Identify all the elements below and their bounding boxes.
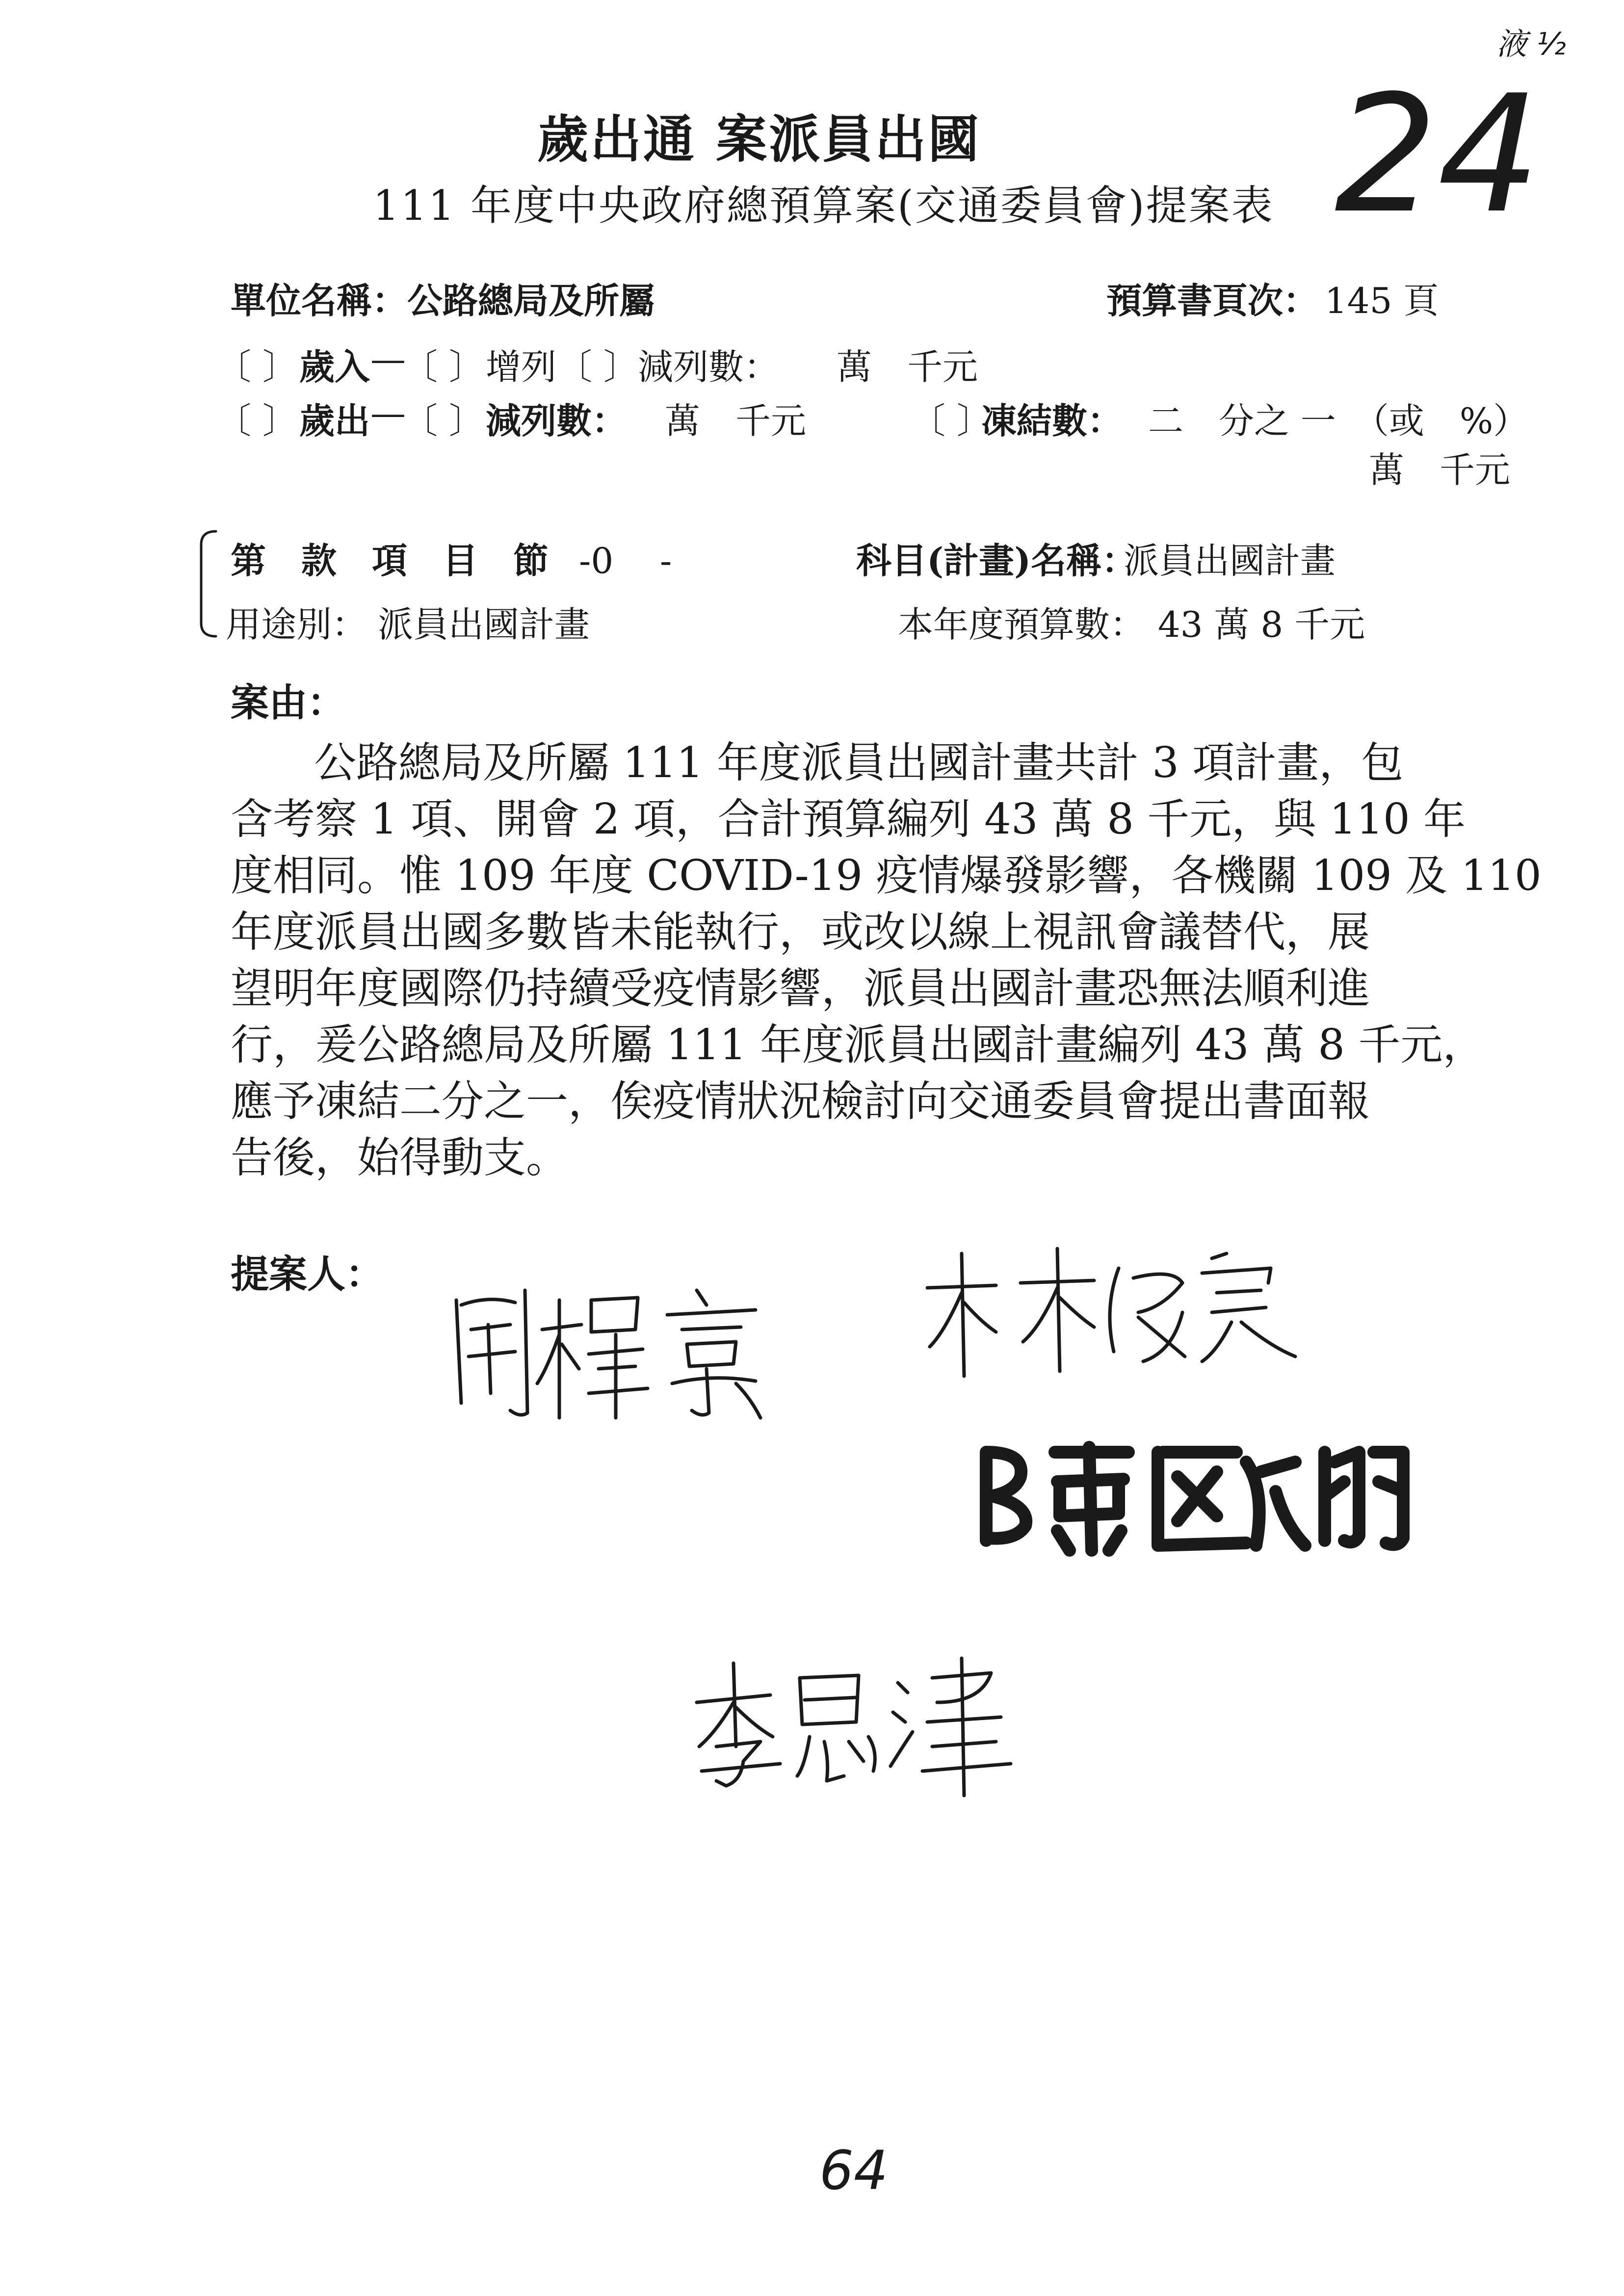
budget-page-value: 145 頁 [1325, 280, 1439, 321]
stamp-line: 歲出通 案派員出國 [537, 109, 981, 169]
section-value: -0 - [579, 540, 672, 581]
unit-row [0, 272, 1624, 336]
annual-budget-value: 43 萬 8 千元 [1158, 604, 1365, 645]
expense-reduce-label: 減列數： [486, 400, 628, 442]
reason-line: 公路總局及所屬 111 年度派員出國計畫共計 3 項計畫，包 [314, 738, 1404, 787]
expense-checkbox: 〔 〕 [216, 400, 298, 442]
classification-row [0, 532, 1624, 596]
annual-budget-label: 本年度預算數： [898, 604, 1146, 645]
income-amount: 萬 千元 [837, 346, 978, 388]
section-label: 第 款 項 目 節 [231, 540, 549, 581]
signature [917, 1239, 1310, 1386]
proposer-label: 提案人： [231, 1252, 384, 1297]
increase-checkbox: 〔 〕 [402, 346, 484, 388]
unit-label: 單位名稱： [231, 280, 408, 321]
reason-line: 度相同。惟 109 年度 COVID-19 疫情爆發影響，各機關 109 及 110 [231, 851, 1542, 900]
signature [971, 1433, 1413, 1560]
page-title: 111 年度中央政府總預算案(交通委員會)提案表 [373, 182, 1274, 230]
income-dash: — [370, 339, 406, 380]
increase-label: 增列 [486, 346, 557, 388]
income-reduce-checkbox: 〔 〕 [557, 346, 639, 388]
freeze-label: 凍結數： [981, 400, 1123, 442]
reason-line: 含考察 1 項、開會 2 項，合計預算編列 43 萬 8 千元，與 110 年 [231, 795, 1466, 844]
signature [687, 1648, 1040, 1805]
income-checkbox: 〔 〕 [216, 346, 298, 388]
subject-value: 派員出國計畫 [1124, 540, 1336, 581]
unit-value: 公路總局及所屬 [407, 280, 655, 321]
usage-value: 派員出國計畫 [378, 604, 590, 645]
budget-page-label: 預算書頁次： [1106, 280, 1319, 321]
reason-line: 應予凍結二分之一，俟疫情狀況檢討向交通委員會提出書面報 [231, 1077, 1370, 1126]
freeze-amount: 萬 千元 [1369, 449, 1511, 491]
income-label: 歲入 [299, 346, 370, 388]
expense-reduce-checkbox: 〔 〕 [402, 400, 484, 442]
reason-line: 望明年度國際仍持續受疫情影響，派員出國計畫恐無法順利進 [231, 964, 1370, 1013]
freeze-value: 二 分之 一 （或 %） [1148, 400, 1529, 442]
expense-amount: 萬 千元 [665, 400, 807, 442]
subject-label: 科目(計畫)名稱： [856, 540, 1137, 581]
page-number: 64 [819, 2139, 888, 2202]
reason-line: 告後，始得動支。 [231, 1133, 568, 1182]
usage-row [0, 596, 1624, 660]
reason-label: 案由： [231, 680, 346, 725]
freeze-checkbox: 〔 〕 [910, 400, 992, 442]
proposal-number: 24 [1335, 60, 1541, 249]
reason-line: 年度派員出國多數皆未能執行，或改以線上視訊會議替代，展 [231, 908, 1370, 957]
expense-label: 歲出 [299, 400, 370, 442]
reason-line: 行，爰公路總局及所屬 111 年度派員出國計畫編列 43 萬 8 千元， [231, 1020, 1485, 1070]
expense-dash: — [370, 392, 406, 434]
signature [442, 1271, 864, 1433]
income-reduce-label: 減列數： [638, 346, 780, 388]
corner-note: 液 ½ [1496, 26, 1566, 62]
usage-label: 用途別： [226, 604, 367, 645]
